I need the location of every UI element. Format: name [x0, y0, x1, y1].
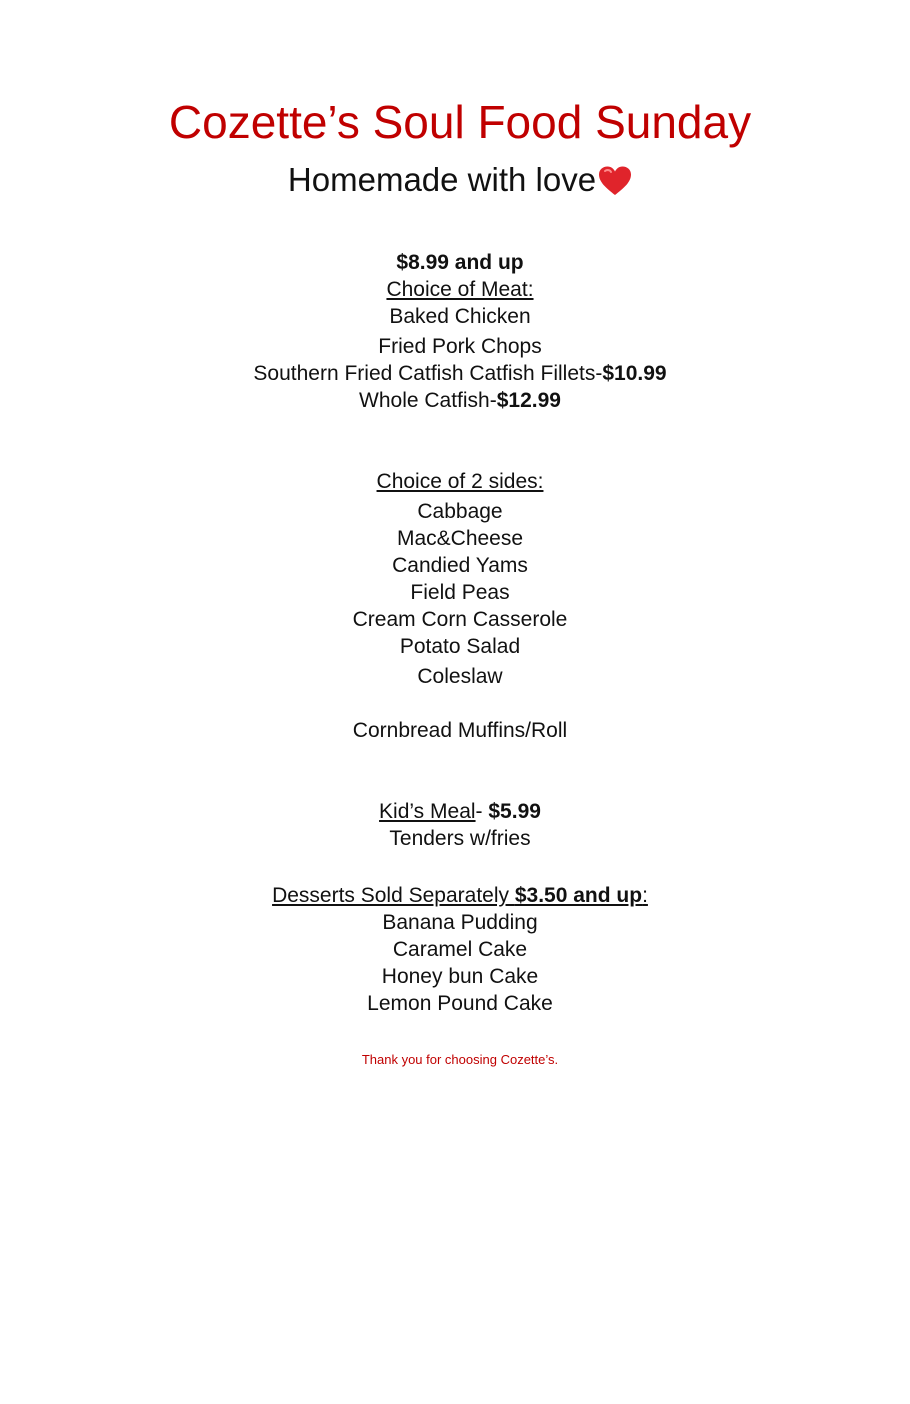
menu-item: Fried Pork Chops	[378, 335, 542, 358]
desserts-colon: :	[642, 884, 648, 907]
bread-item: Cornbread Muffins/Roll	[352, 719, 568, 742]
item-price: $12.99	[496, 389, 561, 412]
item-label: Whole Catfish-	[359, 389, 497, 412]
meal-price: $8.99 and up	[396, 251, 524, 274]
dessert-item: Banana Pudding	[382, 911, 538, 934]
dessert-item: Lemon Pound Cake	[367, 992, 553, 1015]
thank-you-note: Thank you for choosing Cozette’s.	[361, 1052, 559, 1067]
meat-section-heading	[0, 276, 910, 303]
desserts-heading	[0, 882, 910, 909]
kids-meal-item: Tenders w/fries	[389, 827, 531, 850]
menu-item-whole-catfish	[0, 387, 910, 414]
dessert-item: Caramel Cake	[392, 938, 528, 961]
subtitle-text: Homemade with love	[287, 161, 597, 198]
sides-heading-text: Choice of 2 sides:	[376, 470, 544, 493]
desserts-price: $3.50 and up	[514, 884, 643, 907]
menu-title: Cozette’s Soul Food Sunday	[168, 96, 752, 148]
dessert-item: Honey bun Cake	[381, 965, 539, 988]
side-item: Cabbage	[417, 500, 503, 523]
kids-meal-heading	[0, 798, 910, 825]
side-item: Candied Yams	[392, 554, 528, 577]
kids-meal-separator: -	[475, 800, 489, 823]
menu-subtitle	[0, 158, 910, 202]
kids-meal-price: $5.99	[488, 800, 541, 823]
item-price: $10.99	[602, 362, 667, 385]
side-item: Field Peas	[410, 581, 510, 604]
menu-item-catfish-fillets	[0, 360, 910, 387]
meat-heading-text: Choice of Meat:	[386, 278, 534, 301]
item-label: Southern Fried Catfish Catfish Fillets-	[253, 362, 603, 385]
side-item: Mac&Cheese	[396, 527, 524, 550]
sides-section-heading	[0, 468, 910, 495]
menu-item: Baked Chicken	[389, 305, 531, 328]
side-item: Coleslaw	[417, 665, 503, 688]
kids-meal-label: Kid’s Meal	[379, 800, 476, 823]
side-item: Potato Salad	[399, 635, 521, 658]
red-heart-icon	[598, 165, 632, 197]
desserts-label: Desserts Sold Separately	[272, 884, 515, 907]
side-item: Cream Corn Casserole	[352, 608, 568, 631]
